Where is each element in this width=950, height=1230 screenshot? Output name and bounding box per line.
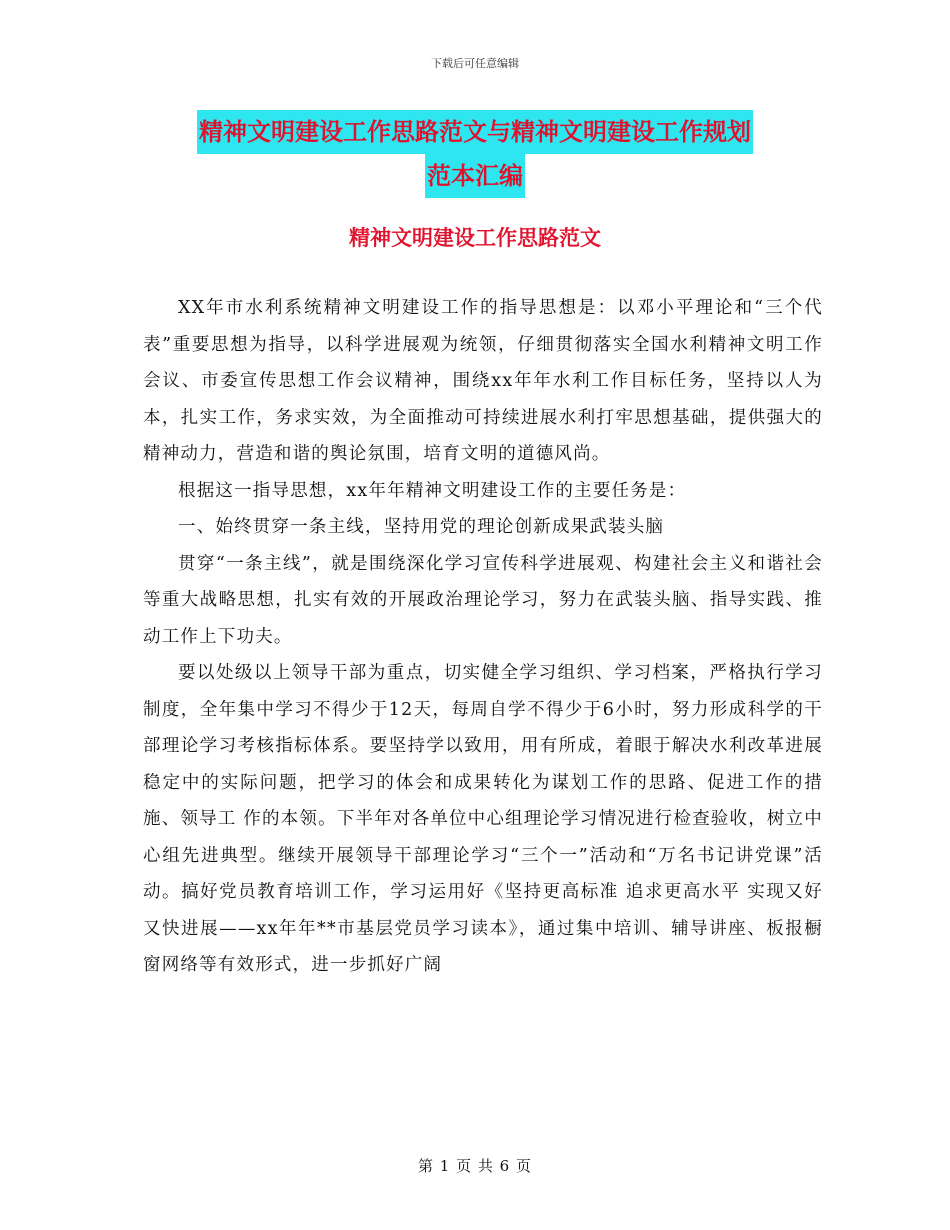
document-title <box>0 110 950 198</box>
paragraph: 贯穿“一条主线”，就是围绕深化学习宣传科学进展观、构建社会主义和谐社会等重大战略思想，扎实有效的开展政治理论学习，努力在武装头脑、指导实践、推动工作上下功夫。 <box>143 553 823 647</box>
paragraph: 根据这一指导思想，xx年年精神文明建设工作的主要任务是： <box>178 480 687 501</box>
paragraph: XX年市水利系统精神文明建设工作的指导思想是：以邓小平理论和“三个代表”重要思想为指导，以科学进展观为统领，仔细贯彻落实全国水利精神文明工作会议、市委宣传思想工作会议精神，围绕xx年年水利工作目标任务，坚持以人为本，扎实工作，务求实效，为全面推动可持续进展水利打牢思想基础，提供强大的精神动力，营造和谐的舆论氛围，培育文明的道德风尚。 <box>143 298 823 464</box>
document-title-line-2: 范本汇编 <box>425 154 525 198</box>
section-title: 精神文明建设工作思路范文 <box>349 226 601 250</box>
header-note: 下载后可任意编辑 <box>431 57 519 70</box>
paragraph: 要以处级以上领导干部为重点，切实健全学习组织、学习档案，严格执行学习制度，全年集中学习不得少于12天，每周自学不得少于6小时，努力形成科学的干部理论学习考核指标体系。要坚持学以致用，用有所成，着眼于解决水利改革进展稳定中的实际问题，把学习的体会和成果转化为谋划工作的思路、促进工作的措施、领导工 作的本领。下半年对各单位中心组理论学习情况进行检查验收，树立中心组先进典型。继续开展领导干部理论学习“三个一”活动和“万名书记讲党课”活动。搞好党员教育培训工作，学习运用好《坚持更高标准 追求更高水平 实现又好又快进展——xx年年**市基层党员学习读本》，通过集中培训、辅导讲座、板报橱窗网络等有效形式，进一步抓好广阔 <box>143 663 823 975</box>
document-title-line-1: 精神文明建设工作思路范文与精神文明建设工作规划 <box>197 110 753 154</box>
paragraph: 一、始终贯穿一条主线，坚持用党的理论创新成果武装头脑 <box>178 517 665 537</box>
page-number: 第 1 页 共 6 页 <box>418 1157 532 1175</box>
document-body <box>143 290 823 984</box>
